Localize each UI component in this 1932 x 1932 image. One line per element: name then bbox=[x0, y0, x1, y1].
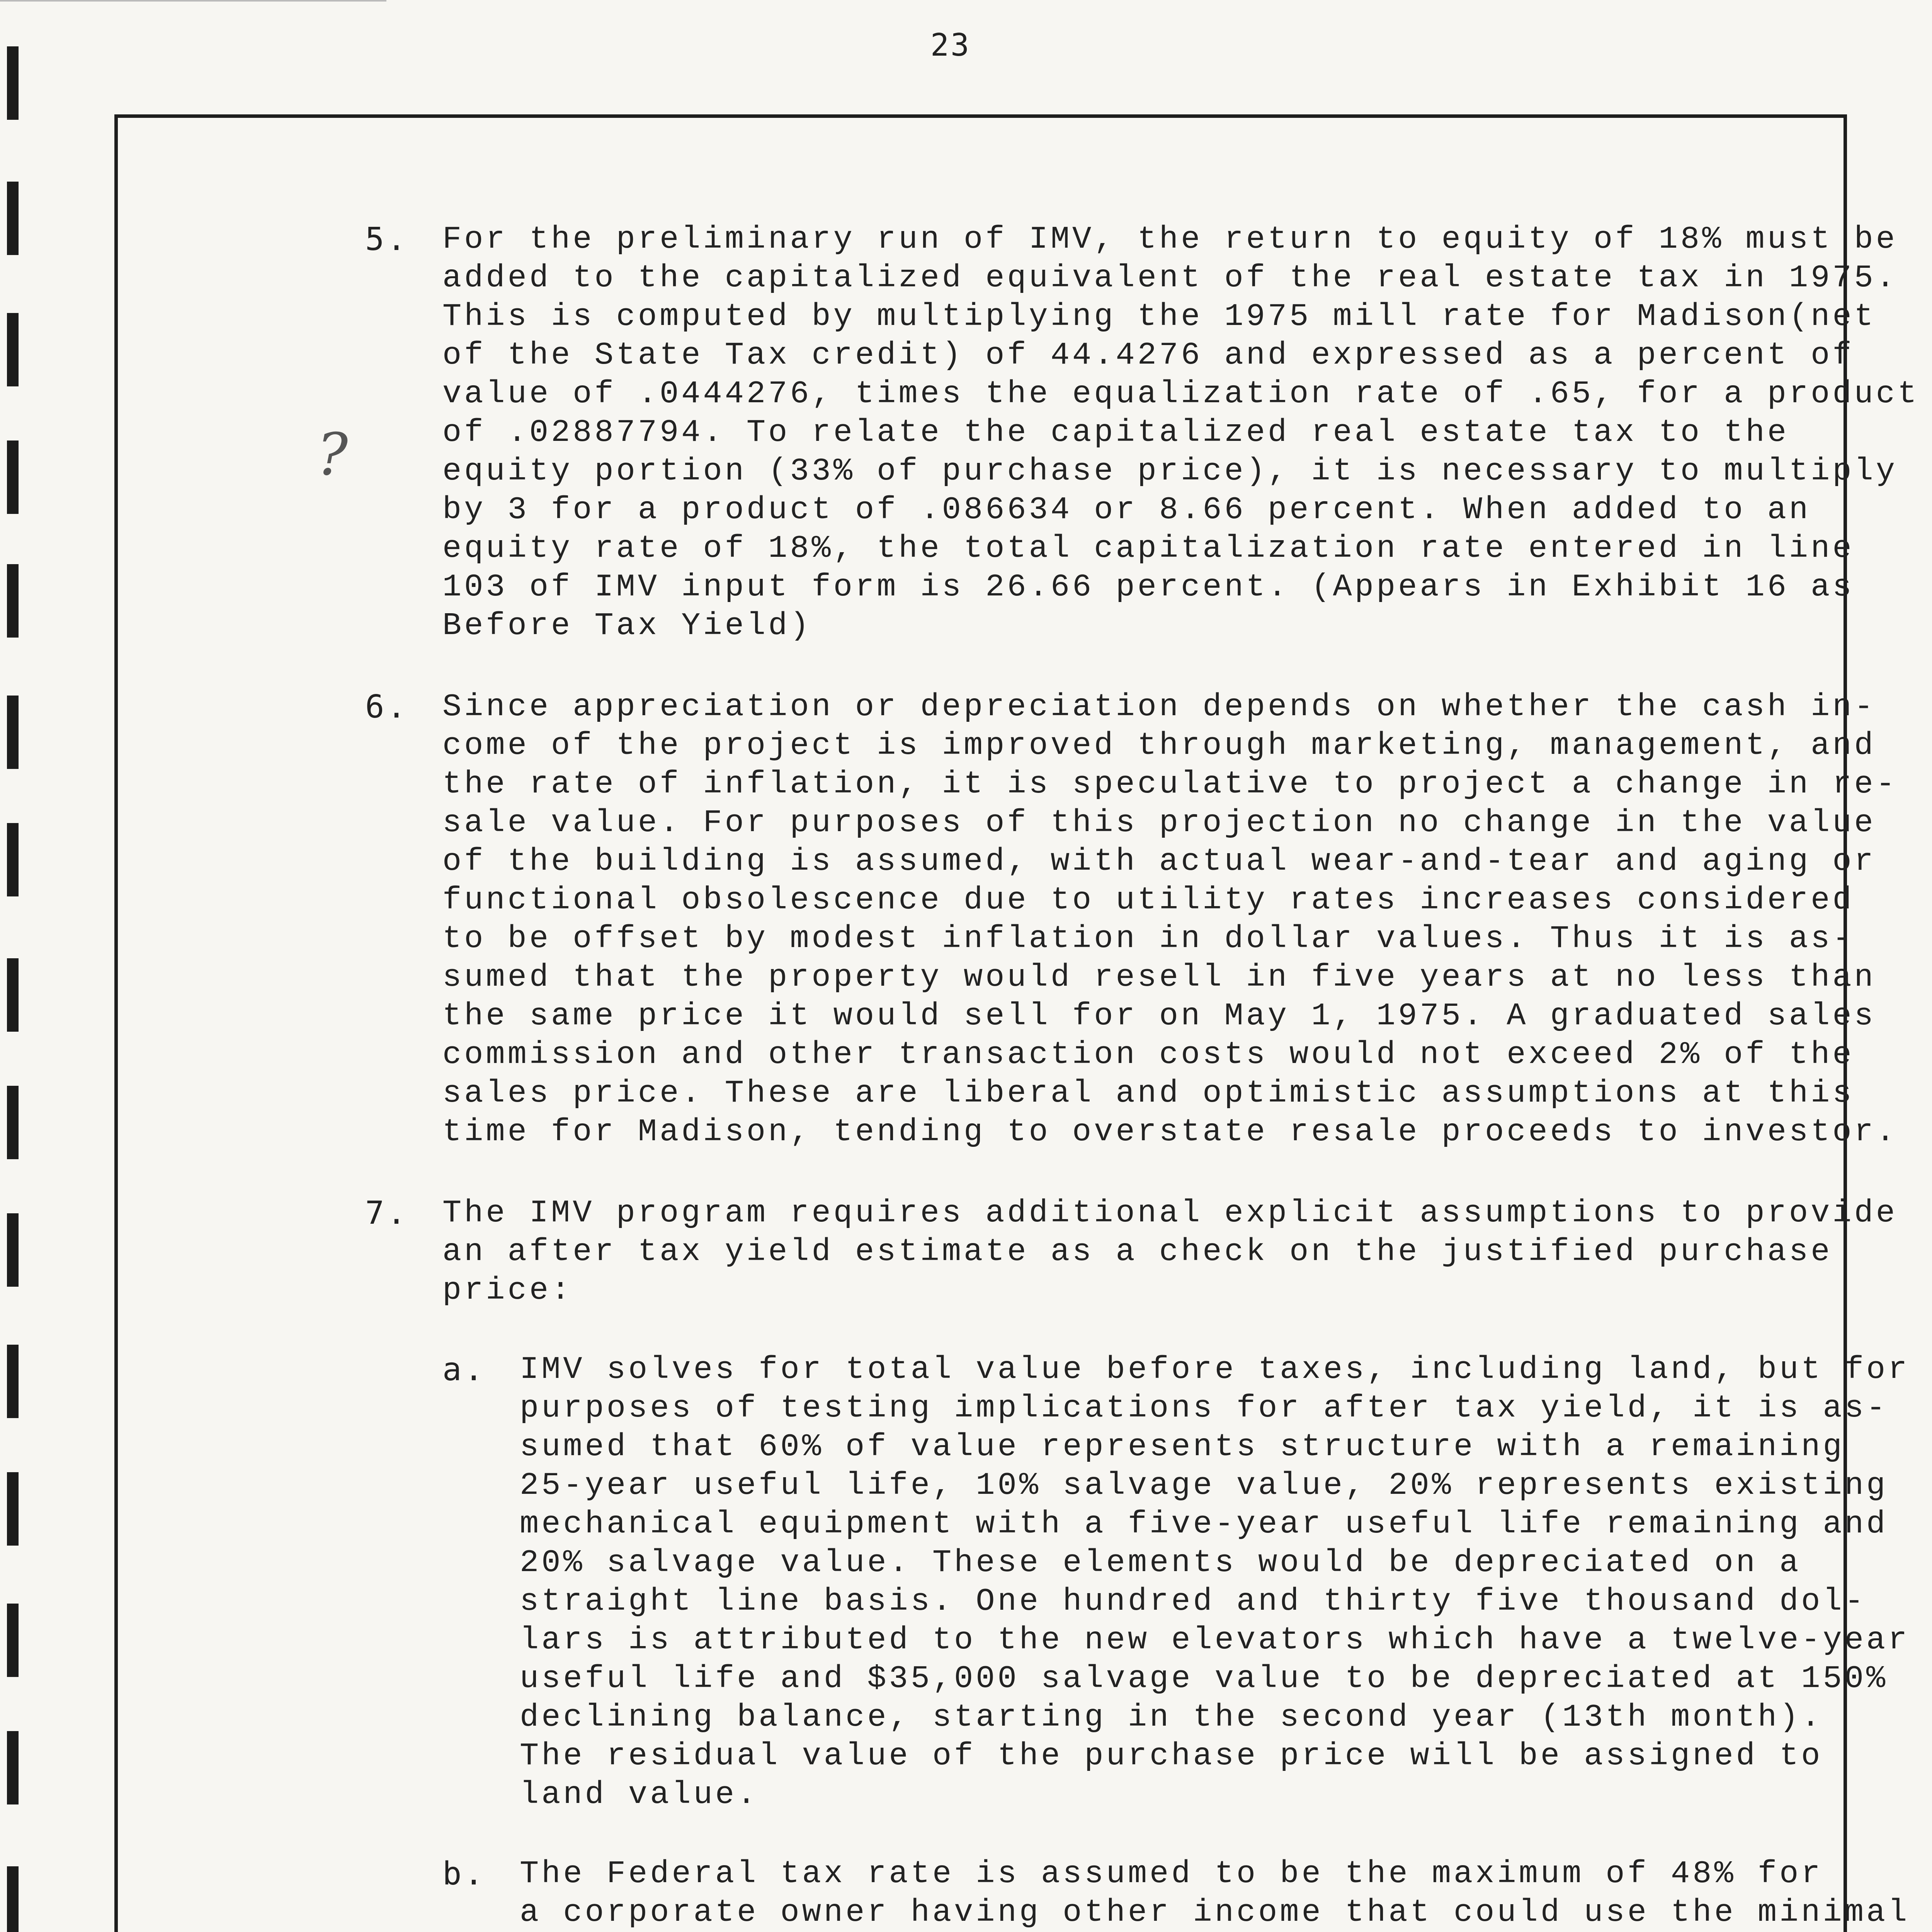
text-line: equity rate of 18%, the total capitalization rate entered in line bbox=[442, 531, 1854, 566]
text-line: by 3 for a product of .086634 or 8.66 percent. When added to an bbox=[442, 492, 1811, 528]
paragraph-item-b bbox=[520, 1855, 1910, 1932]
binding-mark bbox=[7, 440, 19, 514]
item-marker: 6. bbox=[365, 689, 409, 725]
text-line: sale value. For purposes of this projection no change in the value bbox=[442, 805, 1876, 841]
text-line: commission and other transaction costs would not exceed 2% of the bbox=[442, 1037, 1854, 1073]
text-line: straight line basis. One hundred and thirty five thousand dol- bbox=[520, 1583, 1866, 1619]
text-line: The Federal tax rate is assumed to be the maximum of 48% for bbox=[520, 1856, 1823, 1892]
text-line: Before Tax Yield) bbox=[442, 608, 812, 644]
paragraph-item-6 bbox=[442, 688, 1898, 1151]
binding-mark bbox=[7, 182, 19, 255]
text-line: For the preliminary run of IMV, the return to equity of 18% must be bbox=[442, 221, 1898, 257]
text-line: value of .0444276, times the equalization rate of .65, for a product bbox=[442, 376, 1920, 412]
text-line: sumed that 60% of value represents structure with a remaining bbox=[520, 1429, 1845, 1465]
text-line: added to the capitalized equivalent of the real estate tax in 1975. bbox=[442, 260, 1898, 296]
text-line: purposes of testing implications for after tax yield, it is as- bbox=[520, 1390, 1888, 1426]
text-line: sales price. These are liberal and optimistic assumptions at this bbox=[442, 1075, 1854, 1111]
text-line: lars is attributed to the new elevators which have a twelve-year bbox=[520, 1622, 1910, 1658]
subitem-marker: a. bbox=[442, 1351, 486, 1388]
item-marker: 7. bbox=[365, 1195, 409, 1231]
binding-mark bbox=[7, 1731, 19, 1804]
binding-mark bbox=[7, 1345, 19, 1418]
text-line: time for Madison, tending to overstate resale proceeds to investor. bbox=[442, 1114, 1898, 1150]
text-line: of the State Tax credit) of 44.4276 and expressed as a percent of bbox=[442, 337, 1854, 373]
text-line: 25-year useful life, 10% salvage value, 20% represents existing bbox=[520, 1468, 1888, 1503]
binding-mark bbox=[7, 823, 19, 896]
binding-mark bbox=[7, 1604, 19, 1677]
text-line: functional obsolescence due to utility rates increases considered bbox=[442, 882, 1854, 918]
text-line: IMV solves for total value before taxes, including land, but for bbox=[520, 1352, 1910, 1388]
text-line: the rate of inflation, it is speculative to project a change in re- bbox=[442, 766, 1898, 802]
text-line: an after tax yield estimate as a check on the justified purchase bbox=[442, 1234, 1833, 1270]
text-line: of .02887794. To relate the capitalized real estate tax to the bbox=[442, 415, 1789, 451]
binding-mark bbox=[7, 46, 19, 120]
binding-mark bbox=[7, 696, 19, 769]
subitem-marker: b. bbox=[442, 1855, 486, 1892]
text-line: The residual value of the purchase price will be assigned to bbox=[520, 1738, 1823, 1774]
text-line: a corporate owner having other income that could use the minimal bbox=[520, 1895, 1910, 1930]
text-line: to be offset by modest inflation in dollar values. Thus it is as- bbox=[442, 921, 1854, 957]
scan-rule bbox=[0, 0, 386, 2]
text-line: This is computed by multiplying the 1975 mill rate for Madison(net bbox=[442, 299, 1876, 335]
paragraph-item-5 bbox=[442, 220, 1919, 645]
text-line: land value. bbox=[520, 1777, 759, 1813]
paragraph-item-7 bbox=[442, 1194, 1898, 1310]
text-line: mechanical equipment with a five-year useful life remaining and bbox=[520, 1506, 1888, 1542]
binding-mark bbox=[7, 958, 19, 1032]
binding-mark bbox=[7, 1086, 19, 1159]
binding-mark bbox=[7, 313, 19, 386]
item-marker: 5. bbox=[365, 221, 409, 258]
text-line: equity portion (33% of purchase price), it is necessary to multiply bbox=[442, 453, 1898, 489]
text-line: Since appreciation or depreciation depends on whether the cash in- bbox=[442, 689, 1876, 725]
text-line: 20% salvage value. These elements would be depreciated on a bbox=[520, 1545, 1801, 1581]
paragraph-item-a bbox=[520, 1350, 1910, 1814]
text-line: declining balance, starting in the second year (13th month). bbox=[520, 1699, 1823, 1735]
binding-mark bbox=[7, 1213, 19, 1287]
binding-mark bbox=[7, 564, 19, 638]
binding-mark bbox=[7, 1472, 19, 1546]
text-line: useful life and $35,000 salvage value to be depreciated at 150% bbox=[520, 1661, 1888, 1697]
text-line: price: bbox=[442, 1272, 573, 1308]
text-line: the same price it would sell for on May 1, 1975. A graduated sales bbox=[442, 998, 1876, 1034]
text-line: sumed that the property would resell in five years at no less than bbox=[442, 959, 1876, 995]
page-number: 23 bbox=[930, 27, 971, 63]
text-line: come of the project is improved through marketing, management, and bbox=[442, 728, 1876, 764]
text-line: The IMV program requires additional explicit assumptions to provide bbox=[442, 1195, 1898, 1231]
handwritten-question-mark: ? bbox=[317, 421, 348, 488]
text-line: 103 of IMV input form is 26.66 percent. (Appears in Exhibit 16 as bbox=[442, 569, 1854, 605]
binding-mark bbox=[7, 1866, 19, 1932]
text-line: of the building is assumed, with actual wear-and-tear and aging or bbox=[442, 844, 1876, 879]
